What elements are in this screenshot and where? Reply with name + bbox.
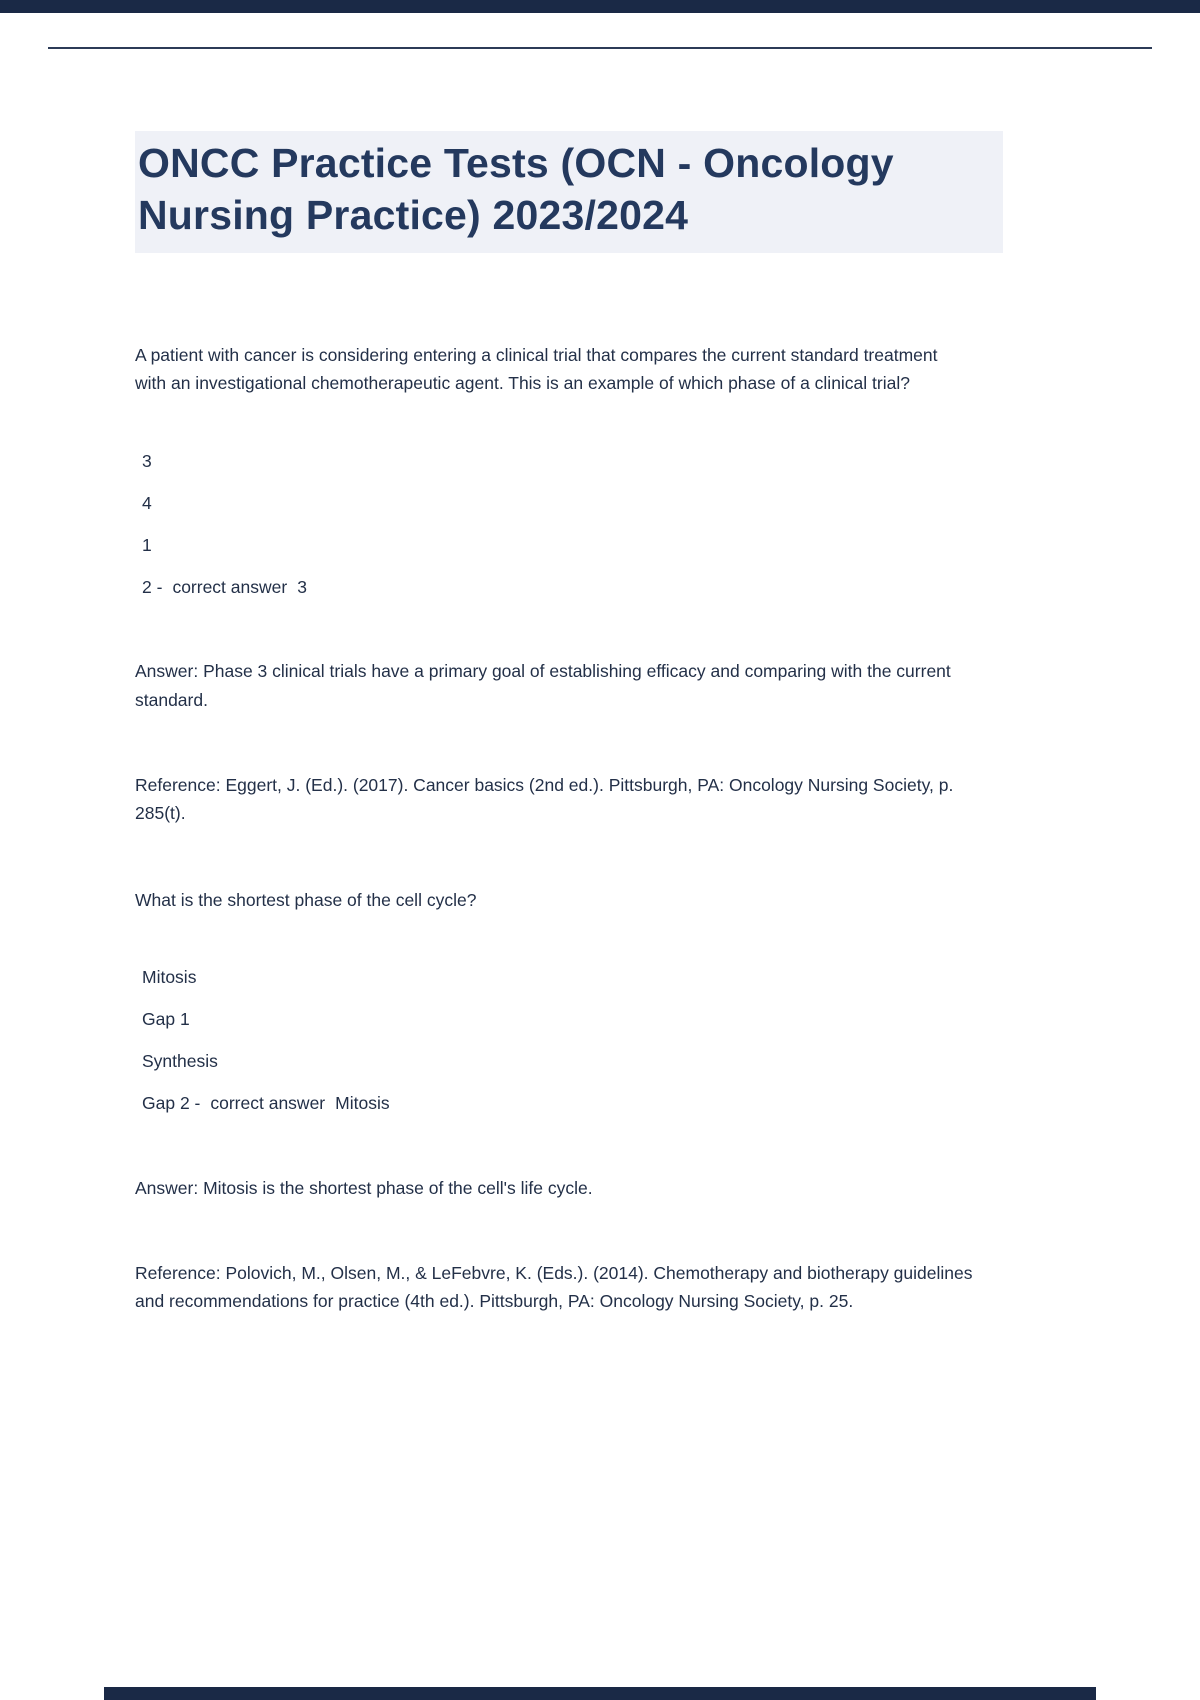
option-prefix: Gap 2 - [142, 1093, 201, 1114]
option: 4 [142, 492, 152, 513]
answer-text: Answer: Phase 3 clinical trials have a primary goal of establishing efficacy and comparing with the current standard. [135, 661, 951, 710]
question-block-2 [135, 886, 1007, 1316]
correct-answer-label: correct answer [210, 1093, 326, 1114]
option: Mitosis [142, 967, 197, 988]
question-text: What is the shortest phase of the cell cycle? [135, 889, 477, 910]
options-list [135, 448, 1007, 602]
question-text: A patient with cancer is considering entering a clinical trial that compares the current standard treatment with an investigational chemotherapeutic agent. This is an example of which phase of a clinical trial? [135, 345, 938, 394]
reference-text: Reference: Eggert, J. (Ed.). (2017). Cancer basics (2nd ed.). Pittsburgh, PA: Oncology Nursing Society, p. 285(t). [135, 775, 954, 824]
option-correct-line [142, 1090, 1007, 1117]
header-rule [48, 47, 1152, 49]
document-content [135, 131, 1007, 1316]
option: 3 [142, 450, 152, 471]
correct-answer-value: Mitosis [335, 1093, 390, 1114]
page-title: ONCC Practice Tests (OCN - Oncology Nursing Practice) 2023/2024 [135, 131, 1003, 253]
correct-answer-value: 3 [297, 577, 307, 598]
option: Gap 1 [142, 1009, 190, 1030]
correct-answer-label: correct answer [172, 577, 288, 598]
option: Synthesis [142, 1051, 218, 1072]
options-list [135, 964, 1007, 1118]
option-prefix: 2 - [142, 577, 163, 598]
option-correct-line [142, 574, 1007, 601]
reference-text: Reference: Polovich, M., Olsen, M., & LeFebvre, K. (Eds.). (2014). Chemotherapy and biotherapy guidelines and recommendations for practice (4th ed.). Pittsburgh, PA: Oncology Nursing Society, p. 25. [135, 1262, 973, 1312]
question-block-1 [135, 341, 1007, 828]
answer-text: Answer: Mitosis is the shortest phase of the cell's life cycle. [135, 1177, 593, 1198]
option: 1 [142, 535, 152, 556]
top-border-bar [0, 0, 1200, 13]
bottom-border-bar [104, 1687, 1096, 1700]
